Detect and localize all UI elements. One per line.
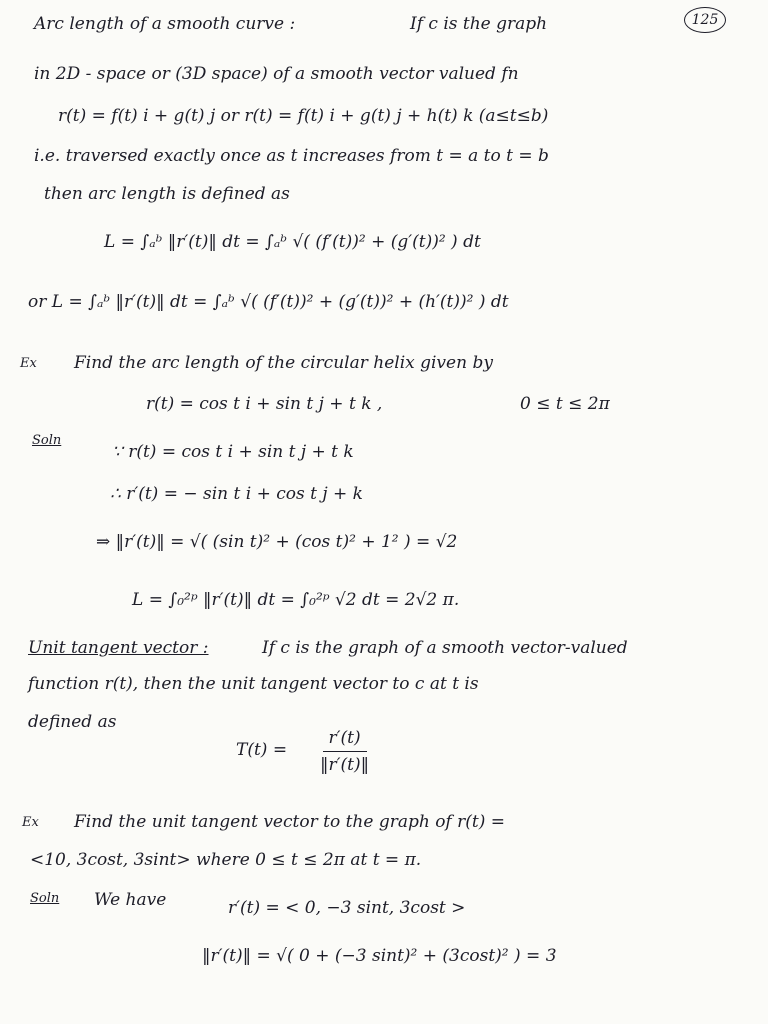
example-2-vector: <10, 3cost, 3sint> where 0 ≤ t ≤ 2π at t = π. <box>30 850 422 870</box>
traversal-condition: i.e. traversed exactly once as t increases from t = a to t = b <box>34 146 549 166</box>
arc-length-formula-2d: L = ∫ₐᵇ ‖r′(t)‖ dt = ∫ₐᵇ √( (f′(t))² + (g′(t))² ) dt <box>104 232 481 252</box>
helix-domain: 0 ≤ t ≤ 2π <box>520 394 610 414</box>
solution-1-norm: ⇒ ‖r′(t)‖ = √( (sin t)² + (cos t)² + 1² ) = √2 <box>96 532 458 552</box>
intro-line-2: in 2D - space or (3D space) of a smooth vector valued fn <box>34 64 519 84</box>
arc-length-heading: Arc length of a smooth curve : <box>34 14 296 34</box>
unit-tangent-intro-2: function r(t), then the unit tangent vector to c at t is <box>28 674 479 694</box>
example-2-label: Ex <box>22 815 39 830</box>
intro-if-c-graph: If c is the graph <box>410 14 548 34</box>
page-number-badge <box>684 7 726 33</box>
solution-1-derivative: ∴ r′(t) = − sin t i + cos t j + k <box>110 484 363 504</box>
solution-2-norm: ‖r′(t)‖ = √( 0 + (−3 sint)² + (3cost)² ) = 3 <box>202 946 557 966</box>
page-number: 125 <box>691 12 719 28</box>
unit-tangent-intro-3: defined as <box>28 712 117 732</box>
solution-1-label: Soln <box>32 433 62 448</box>
arc-length-formula-3d: or L = ∫ₐᵇ ‖r′(t)‖ dt = ∫ₐᵇ √( (f′(t))² + (g′(t))² + (h′(t))² ) dt <box>28 292 509 312</box>
unit-tangent-denominator: ‖r′(t)‖ <box>320 755 370 775</box>
example-1-label: Ex <box>20 356 37 371</box>
example-1-statement: Find the arc length of the circular helix given by <box>74 353 493 373</box>
arc-length-definition-intro: then arc length is defined as <box>44 184 290 204</box>
solution-2-label: Soln <box>30 891 60 906</box>
solution-1-step-1: ∵ r(t) = cos t i + sin t j + t k <box>112 442 354 462</box>
vector-function-definition: r(t) = f(t) i + g(t) j or r(t) = f(t) i + g(t) j + h(t) k (a≤t≤b) <box>58 106 549 126</box>
solution-2-we-have: We have <box>94 890 167 910</box>
helix-equation: r(t) = cos t i + sin t j + t k , <box>146 394 383 414</box>
unit-tangent-fraction <box>320 728 369 775</box>
unit-tangent-intro: If c is the graph of a smooth vector-valued <box>262 638 628 658</box>
solution-2-derivative: r′(t) = < 0, −3 sint, 3cost > <box>228 898 466 918</box>
unit-tangent-lhs: T(t) = <box>236 740 288 760</box>
unit-tangent-heading: Unit tangent vector : <box>28 638 209 658</box>
unit-tangent-numerator: r′(t) <box>323 728 367 752</box>
solution-1-result: L = ∫₀²ᵖ ‖r′(t)‖ dt = ∫₀²ᵖ √2 dt = 2√2 π. <box>132 590 460 610</box>
example-2-statement: Find the unit tangent vector to the graph of r(t) = <box>74 812 506 832</box>
